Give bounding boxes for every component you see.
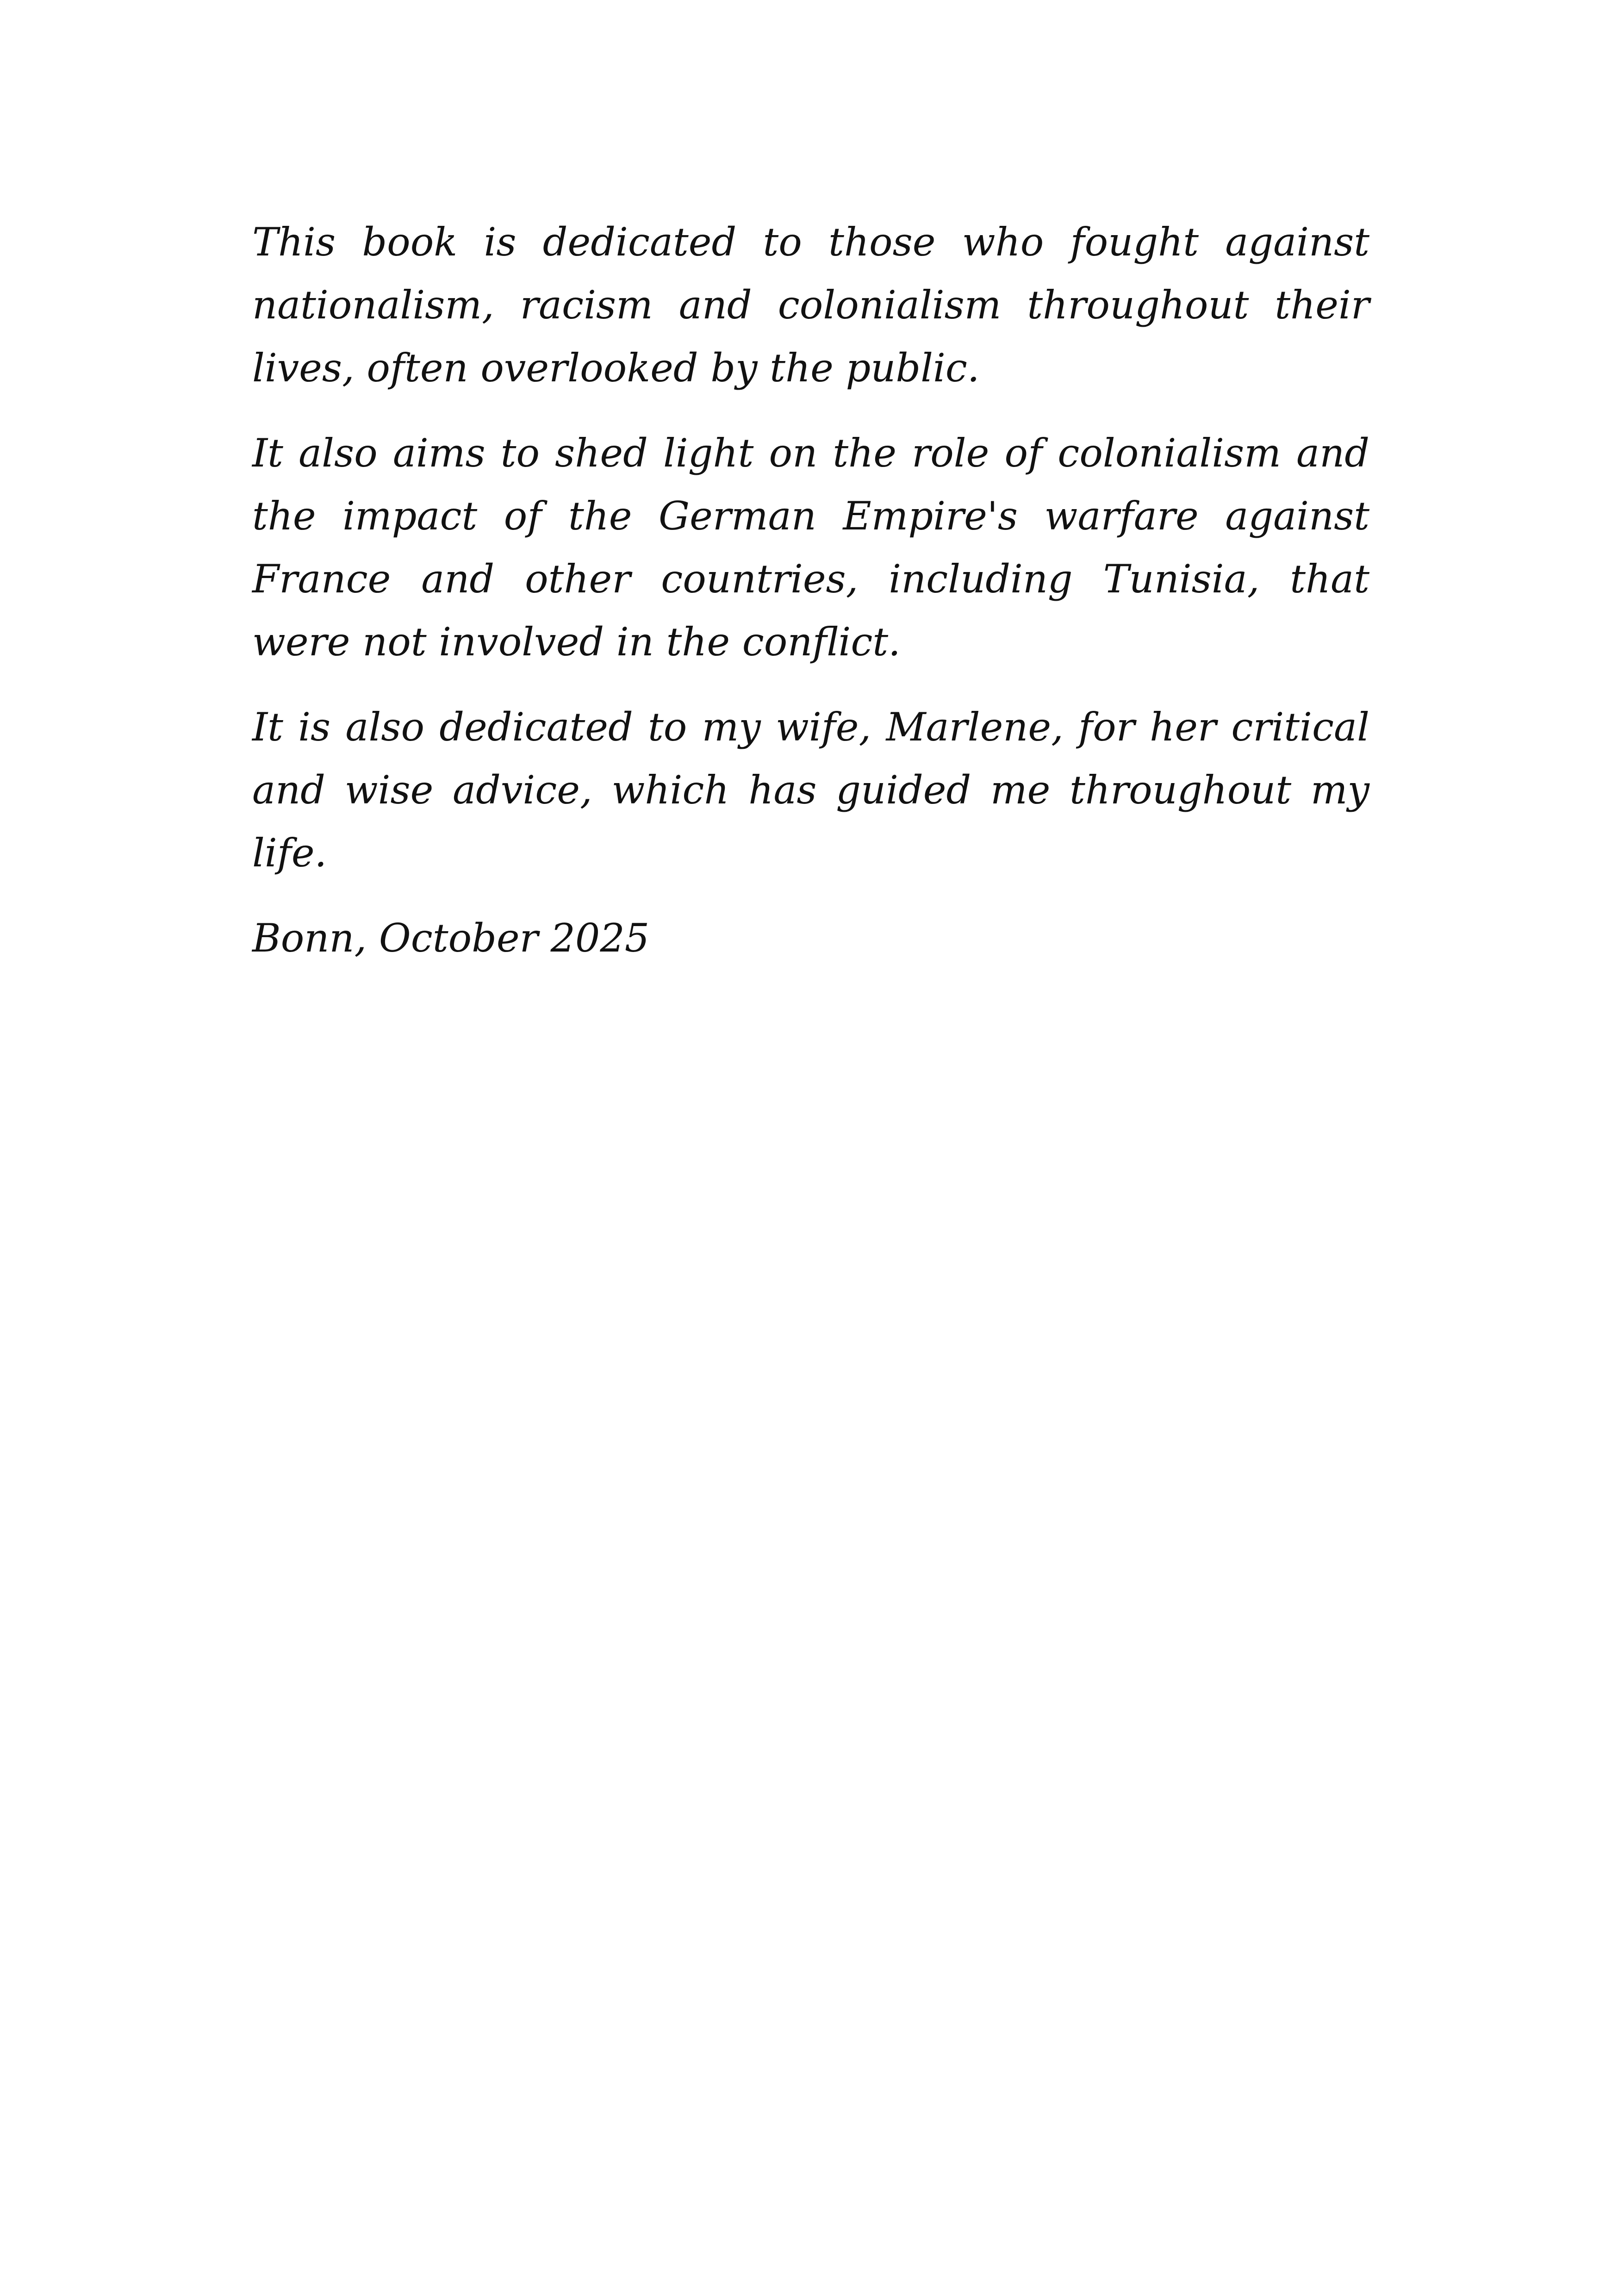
dedication-paragraph-1: This book is dedicated to those who fought against nationalism, racism and colonialism throughout their lives, often overlooked by the public. [252, 219, 1369, 391]
dedication-paragraph-3: It is also dedicated to my wife, Marlene, for her critical and wise advice, which has guided me throughout my life. [252, 704, 1369, 876]
dedication-signoff: Bonn, October 2025 [252, 915, 650, 961]
dedication-paragraph-2: It also aims to shed light on the role of colonialism and the impact of the German Empire's warfare against France and other countries, including Tunisia, that were not involved in the conflict. [252, 430, 1369, 665]
dedication-text-block [252, 211, 1369, 970]
